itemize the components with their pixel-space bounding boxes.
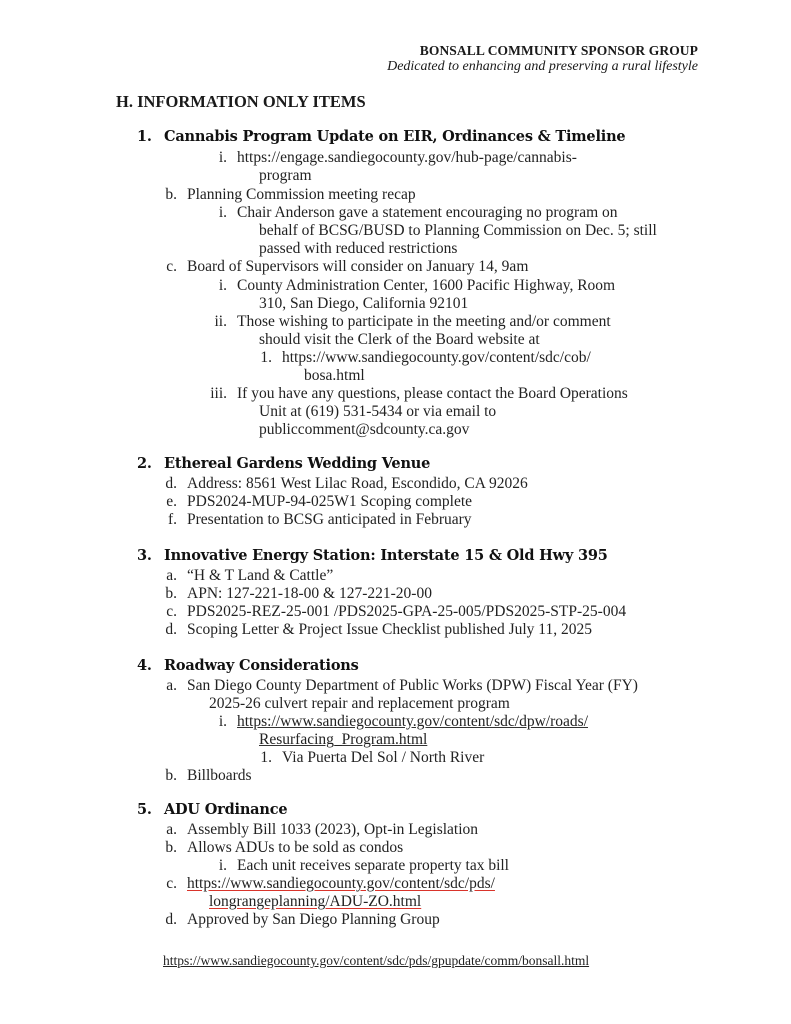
list-marker: f.	[167, 511, 177, 528]
list-marker: 1.	[260, 349, 272, 366]
item-number: 2.	[137, 455, 152, 472]
list-text: Scoping Letter & Project Issue Checklist published July 11, 2025	[187, 621, 592, 638]
section-title: H. INFORMATION ONLY ITEMS	[116, 92, 366, 111]
list-item-cont[interactable]: program	[259, 167, 312, 184]
list-marker: ii.	[214, 313, 227, 330]
list-marker: a.	[166, 821, 177, 838]
item-2-heading	[137, 455, 430, 472]
list-item	[205, 276, 615, 295]
list-item	[205, 312, 611, 331]
list-text: Address: 8561 West Lilac Road, Escondido, CA 92026	[187, 475, 528, 492]
list-item	[250, 348, 591, 367]
list-marker: i.	[218, 713, 227, 730]
list-text: Chair Anderson gave a statement encouraging no program on	[237, 204, 618, 221]
list-item-cont: 310, San Diego, California 92101	[259, 295, 469, 312]
list-marker: c.	[166, 258, 177, 275]
item-title: Innovative Energy Station: Interstate 15 & Old Hwy 395	[164, 547, 608, 564]
list-marker: e.	[166, 493, 177, 510]
list-text: County Administration Center, 1600 Pacific Highway, Room	[237, 277, 616, 294]
list-marker: b.	[165, 767, 177, 784]
list-item	[205, 203, 618, 222]
list-marker: d.	[165, 621, 177, 638]
list-text: Board of Supervisors will consider on January 14, 9am	[187, 258, 529, 275]
item-title: Roadway Considerations	[164, 657, 359, 674]
list-marker: 1.	[260, 749, 272, 766]
item-number: 3.	[137, 547, 152, 564]
list-text: Allows ADUs to be sold as condos	[187, 839, 404, 856]
list-text: “H & T Land & Cattle”	[187, 567, 334, 584]
item-title: Cannabis Program Update on EIR, Ordinances & Timeline	[164, 128, 626, 145]
list-marker: iii.	[210, 385, 227, 402]
list-item-cont[interactable]: bosa.html	[304, 367, 365, 384]
list-item	[205, 384, 628, 403]
list-item-cont: passed with reduced restrictions	[259, 240, 458, 257]
cannabis-link[interactable]: https://engage.sandiegocounty.gov/hub-page/cannabis-	[237, 149, 577, 166]
item-1-heading	[137, 128, 625, 145]
list-marker: b.	[165, 839, 177, 856]
list-item	[205, 148, 577, 167]
list-item	[155, 602, 626, 621]
list-text: Each unit receives separate property tax bill	[237, 857, 509, 874]
list-item-cont: Unit at (619) 531-5434 or via email to	[259, 403, 497, 420]
list-item	[155, 820, 478, 839]
list-item	[155, 185, 416, 204]
list-text: If you have any questions, please contact the Board Operations	[237, 385, 628, 402]
email-link[interactable]: publiccomment@sdcounty.ca.gov	[259, 421, 470, 438]
list-item	[155, 474, 528, 493]
cob-link[interactable]: https://www.sandiegocounty.gov/content/sdc/cob/	[282, 349, 591, 366]
list-item	[155, 510, 472, 529]
list-item	[205, 712, 588, 731]
list-text: Billboards	[187, 767, 252, 784]
list-item	[155, 874, 495, 893]
adu-link-cont[interactable]: longrangeplanning/ADU-ZO.html	[209, 893, 422, 910]
resurfacing-link-cont[interactable]: Resurfacing_Program.html	[259, 731, 428, 748]
list-item-cont: behalf of BCSG/BUSD to Planning Commission on Dec. 5; still	[259, 222, 657, 239]
item-title: ADU Ordinance	[164, 801, 288, 818]
list-text: Presentation to BCSG anticipated in February	[187, 511, 472, 528]
resurfacing-link[interactable]: https://www.sandiegocounty.gov/content/sdc/dpw/roads/	[237, 713, 588, 730]
adu-link[interactable]: https://www.sandiegocounty.gov/content/sdc/pds/	[187, 875, 495, 892]
org-tagline: Dedicated to enhancing and preserving a rural lifestyle	[387, 59, 698, 74]
list-marker: b.	[165, 585, 177, 602]
list-marker: b.	[165, 186, 177, 203]
list-marker: c.	[166, 603, 177, 620]
list-marker: a.	[166, 677, 177, 694]
list-item	[155, 910, 440, 929]
list-text: San Diego County Department of Public Works (DPW) Fiscal Year (FY)	[187, 677, 638, 694]
list-item	[250, 748, 484, 767]
list-text: Those wishing to participate in the meeting and/or comment	[237, 313, 611, 330]
org-name: BONSALL COMMUNITY SPONSOR GROUP	[419, 43, 698, 58]
list-marker: i.	[218, 277, 227, 294]
list-item	[155, 620, 592, 639]
list-text: Approved by San Diego Planning Group	[187, 911, 440, 928]
list-item-cont: 2025-26 culvert repair and replacement program	[209, 695, 510, 712]
list-item	[155, 676, 638, 695]
list-marker: a.	[166, 567, 177, 584]
list-text: Via Puerta Del Sol / North River	[282, 749, 485, 766]
list-marker: d.	[165, 911, 177, 928]
list-marker: i.	[218, 857, 227, 874]
list-text: APN: 127-221-18-00 & 127-221-20-00	[187, 585, 432, 602]
list-item	[205, 856, 509, 875]
item-number: 5.	[137, 801, 152, 818]
list-text: Planning Commission meeting recap	[187, 186, 416, 203]
item-4-heading	[137, 657, 359, 674]
item-number: 1.	[137, 128, 152, 145]
list-marker: c.	[166, 875, 177, 892]
list-text: Assembly Bill 1033 (2023), Opt-in Legislation	[187, 821, 479, 838]
list-marker: i.	[218, 149, 227, 166]
list-item	[155, 584, 432, 603]
list-text: PDS2025-REZ-25-001 /PDS2025-GPA-25-005/PDS2025-STP-25-004	[187, 603, 627, 620]
list-item	[155, 257, 528, 276]
list-item-cont: should visit the Clerk of the Board website at	[259, 331, 540, 348]
list-item	[155, 838, 403, 857]
list-marker: i.	[218, 204, 227, 221]
list-item	[155, 766, 252, 785]
item-number: 4.	[137, 657, 152, 674]
item-title: Ethereal Gardens Wedding Venue	[164, 455, 431, 472]
list-marker: d.	[165, 475, 177, 492]
list-item	[155, 566, 333, 585]
list-text: PDS2024-MUP-94-025W1 Scoping complete	[187, 493, 473, 510]
item-5-heading	[137, 801, 287, 818]
footer-link[interactable]: https://www.sandiegocounty.gov/content/sdc/pds/gpupdate/comm/bonsall.html	[163, 953, 590, 968]
list-item	[155, 492, 472, 511]
item-3-heading	[137, 547, 608, 564]
